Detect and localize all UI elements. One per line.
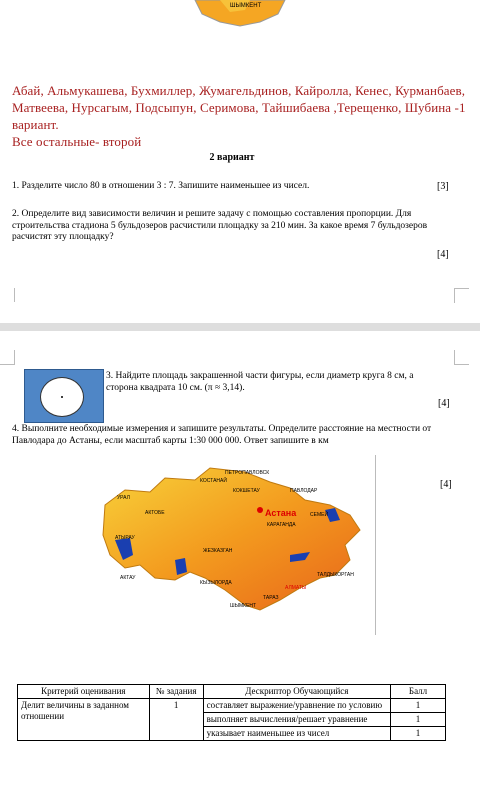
table-cell-score: 1 bbox=[391, 699, 446, 713]
map-city-label: ЖЕЗКАЗГАН bbox=[203, 548, 233, 554]
page-edge-line bbox=[375, 455, 376, 635]
page-corner-mark bbox=[454, 350, 469, 365]
assessment-table bbox=[17, 684, 446, 741]
page-corner-mark bbox=[0, 350, 15, 365]
table-cell-descriptor: указывает наименьшее из чисел bbox=[203, 727, 391, 741]
map-city-label: КЫЗЫЛОРДА bbox=[200, 580, 232, 586]
variant-heading: 2 вариант bbox=[209, 152, 255, 163]
table-cell-score: 1 bbox=[391, 727, 446, 741]
circle-shape bbox=[40, 377, 84, 417]
task-2: 2. Определите вид зависимости величин и решите задачу с помощью составления пропорции. Для строительства стадиона 5 бульдозеров расчистили площадку за 210 мин. За какое время 7 бульдозеров расчистят эту площадку? bbox=[12, 209, 428, 242]
table-cell-task: 1 bbox=[149, 699, 203, 741]
table-cell-score: 1 bbox=[391, 713, 446, 727]
map-city-label: ПЕТРОПАВЛОВСК bbox=[225, 470, 270, 476]
table-cell-descriptor: составляет выражение/уравнение по условию bbox=[203, 699, 391, 713]
table-cell-criterion: Делит величины в заданном отношении bbox=[18, 699, 150, 741]
map-city-label: ТАЛДЫКОРГАН bbox=[317, 572, 354, 578]
map-city-label: ПАВЛОДАР bbox=[290, 488, 318, 494]
page-corner-mark bbox=[454, 288, 469, 303]
map-city-label: СЕМЕЙ bbox=[310, 512, 329, 518]
map-city-label: ТАРАЗ bbox=[263, 595, 279, 601]
map-city-label: КОКШЕТАУ bbox=[233, 488, 260, 494]
task-2-score: [4] bbox=[437, 249, 449, 260]
task-3-score: [4] bbox=[438, 398, 450, 409]
page-break bbox=[0, 323, 480, 331]
task-1-score: [3] bbox=[437, 181, 449, 192]
circle-in-square-figure bbox=[24, 369, 104, 423]
task-1: 1. Разделите число 80 в отношении 3 : 7. Запишите наименьшее из чисел. bbox=[12, 181, 310, 191]
map-capital-label: Астана bbox=[265, 508, 297, 518]
kazakhstan-map bbox=[95, 460, 375, 620]
map-city-label: АКТОБЕ bbox=[145, 510, 165, 516]
table-header-row bbox=[18, 685, 446, 699]
variant1-names: Абай, Альмукашева, Бухмиллер, Жумагельдинов, Кайролла, Кенес, Курманбаев, Матвеева, Нурсагым, Подсыпун, Серимова, Тайшибаева ,Терещенко, Шубина -1 вариант. bbox=[12, 83, 466, 132]
table-header: Дескриптор Обучающийся bbox=[203, 685, 391, 699]
page-corner-mark bbox=[0, 288, 15, 302]
map-city-label: ШЫМКЕНТ bbox=[230, 603, 257, 609]
variant2-note: Все остальные- второй bbox=[12, 134, 142, 149]
map-city-label: КОСТАНАЙ bbox=[200, 478, 227, 484]
map-city-label: ШЫМКЕНТ bbox=[230, 3, 262, 9]
map-city-label: АТЫРАУ bbox=[115, 535, 135, 541]
table-cell-descriptor: выполняет вычисления/решает уравнение bbox=[203, 713, 391, 727]
table-row bbox=[18, 699, 446, 713]
task-4: 4. Выполните необходимые измерения и запишите результаты. Определите расстояние на местности от Павлодара до Астаны, если масштаб карты 1:30 000 000. Ответ запишите в км bbox=[12, 424, 432, 446]
table-header: Критерий оценивания bbox=[18, 685, 150, 699]
map-city-label: АЛМАТЫ bbox=[285, 585, 307, 591]
table-header: № задания bbox=[149, 685, 203, 699]
map-city-label: КАРАГАНДА bbox=[267, 522, 296, 528]
map-city-label: УРАЛ bbox=[117, 495, 130, 501]
table-header: Балл bbox=[391, 685, 446, 699]
task-4-score: [4] bbox=[440, 479, 452, 490]
task-3: 3. Найдите площадь закрашенной части фигуры, если диаметр круга 8 см, а сторона квадрата 10 см. (π ≈ 3,14). bbox=[106, 371, 414, 393]
map-city-label: АКТАУ bbox=[120, 575, 136, 581]
student-list bbox=[12, 82, 468, 150]
map-fragment-top bbox=[190, 0, 290, 28]
